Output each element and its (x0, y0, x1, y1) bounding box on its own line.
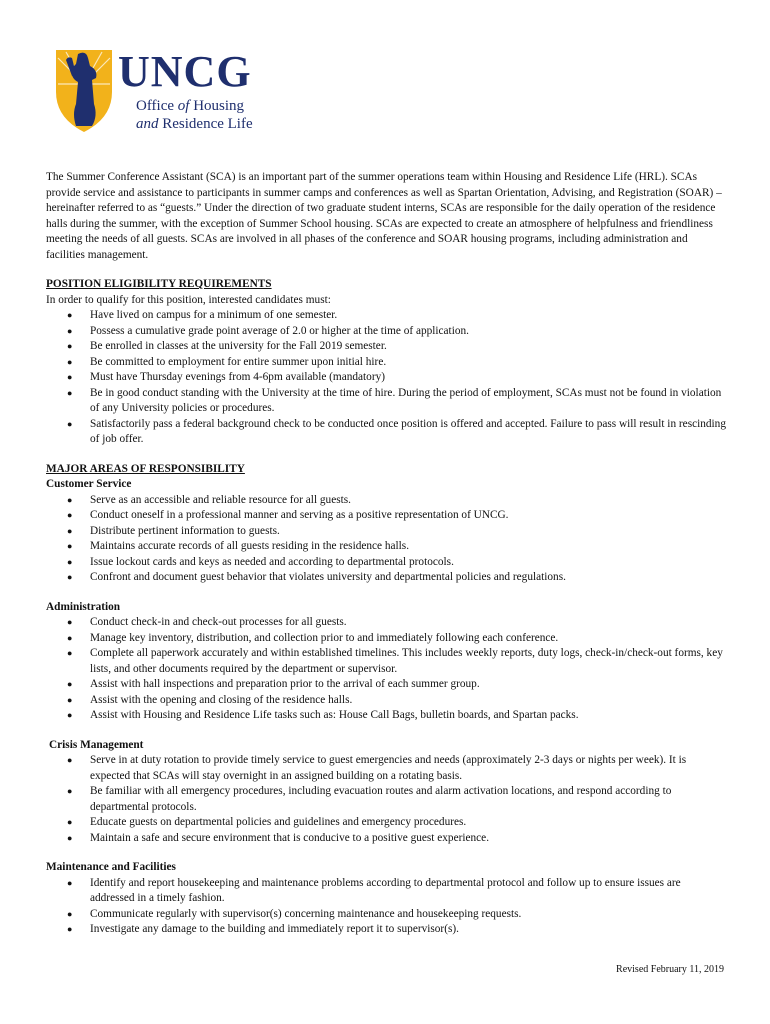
crisis-management-heading: Crisis Management (49, 738, 144, 751)
eligibility-section (46, 277, 726, 448)
list-item: ● Assist with Housing and Residence Life tasks such as: House Call Bags, bulletin boards, and Spartan packs. (90, 708, 726, 724)
list-item: ● Assist with hall inspections and preparation prior to the arrival of each summer group. (90, 677, 726, 693)
administration-heading: Administration (46, 600, 121, 613)
list-item: ● Be in good conduct standing with the University at the time of hire. During the period of employment, SCAs must not be found in violation of any University policies or procedures. (90, 386, 726, 417)
customer-service-list (46, 493, 726, 586)
uncg-logo (52, 44, 282, 139)
list-item: ● Manage key inventory, distribution, and collection prior to and immediately following each conference. (90, 631, 726, 647)
maintenance-list (46, 876, 726, 938)
eligibility-list (46, 308, 726, 448)
list-item: ● Serve in at duty rotation to provide timely service to guest emergencies and needs (approximately 2-3 days or nights per week). It is expected that SCAs will stay overnight in an assigned building on a rotating basis. (90, 753, 726, 784)
logo-residence-line: and Residence Life (136, 116, 253, 132)
list-item: ● Be committed to employment for entire summer upon initial hire. (90, 355, 726, 371)
eligibility-heading: POSITION ELIGIBILITY REQUIREMENTS (46, 278, 272, 290)
eligibility-lead: In order to qualify for this position, interested candidates must: (46, 293, 331, 306)
list-item: ● Assist with the opening and closing of the residence halls. (90, 693, 726, 709)
list-item: ● Maintain a safe and secure environment that is conducive to a positive guest experience. (90, 831, 726, 847)
list-item: ● Educate guests on departmental policies and guidelines and emergency procedures. (90, 815, 726, 831)
list-item: ● Communicate regularly with supervisor(s) concerning maintenance and housekeeping requests. (90, 907, 726, 923)
list-item: ● Be familiar with all emergency procedures, including evacuation routes and alarm activation locations, and respond according to departmental protocols. (90, 784, 726, 815)
uncg-minerva-shield-icon (52, 44, 116, 134)
maintenance-heading: Maintenance and Facilities (46, 861, 176, 873)
list-item: ● Conduct oneself in a professional manner and serving as a positive representation of UNCG. (90, 508, 726, 524)
list-item: ● Identify and report housekeeping and maintenance problems according to departmental protocol and follow up to ensure issues are addressed in a timely fashion. (90, 876, 726, 907)
list-item: ● Issue lockout cards and keys as needed and according to departmental protocols. (90, 555, 726, 571)
administration-list (46, 615, 726, 724)
list-item: ● Distribute pertinent information to guests. (90, 524, 726, 540)
responsibility-section (46, 462, 726, 938)
list-item: ● Investigate any damage to the building and immediately report it to supervisor(s). (90, 922, 726, 938)
list-item: ● Possess a cumulative grade point average of 2.0 or higher at the time of application. (90, 324, 726, 340)
list-item: ● Be enrolled in classes at the university for the Fall 2019 semester. (90, 339, 726, 355)
list-item: ● Confront and document guest behavior that violates university and departmental policies and regulations. (90, 570, 726, 586)
revised-date: Revised February 11, 2019 (616, 964, 724, 975)
list-item: ● Satisfactorily pass a federal background check to be conducted once position is offered and accepted. Failure to pass will result in rescinding of job offer. (90, 417, 726, 448)
list-item: ● Maintains accurate records of all guests residing in the residence halls. (90, 539, 726, 555)
list-item: ● Must have Thursday evenings from 4-6pm available (mandatory) (90, 370, 726, 386)
document-body (46, 170, 726, 952)
logo-wordmark: UNCG (118, 47, 252, 96)
list-item: ● Conduct check-in and check-out processes for all guests. (90, 615, 726, 631)
list-item: ● Complete all paperwork accurately and within established timelines. This includes weekly reports, duty logs, check-in/check-out forms, key lists, and other documents required by the department or supervisor. (90, 646, 726, 677)
crisis-management-list (46, 753, 726, 846)
list-item: ● Serve as an accessible and reliable resource for all guests. (90, 493, 726, 509)
responsibility-heading: MAJOR AREAS OF RESPONSIBILITY (46, 462, 245, 475)
customer-service-heading: Customer Service (46, 478, 132, 490)
intro-paragraph: The Summer Conference Assistant (SCA) is an important part of the summer operations team within Housing and Residence Life (HRL). SCAs provide service and assistance to participants in summer camps and conferences as well as Spartan Orientation, Advising, and Registration (SOAR) – hereinafter referred to as “guests.” Under the direction of two graduate student interns, SCAs are responsible for the daily operation of the residence halls during the summer, with the exception of Summer School housing. SCAs are expected to create an atmosphere of helpfulness and friendliness meeting the needs of all guests. SCAs are involved in all phases of the conference and SOAR housing programs, including administration and facilities management. (46, 171, 722, 261)
list-item: ● Have lived on campus for a minimum of one semester. (90, 308, 726, 324)
logo-office-line: Office of Housing (136, 98, 245, 114)
